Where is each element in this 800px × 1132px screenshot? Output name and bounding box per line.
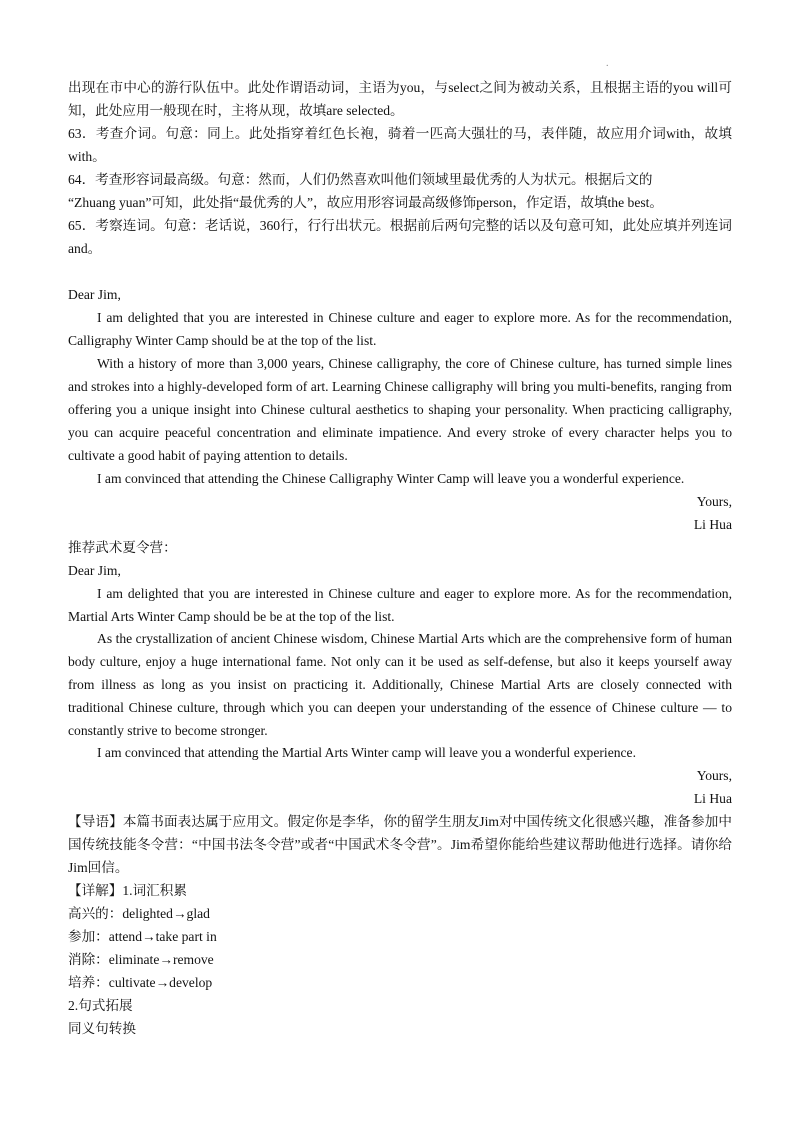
- letter2-paragraph-1: I am delighted that you are interested in Chinese culture and eager to explore more. As for the recommendation, Martial Arts Winter Camp should be be at the top of the list.: [68, 586, 732, 624]
- letter2-closing: Yours,: [696, 768, 732, 783]
- analysis-64-line1: 64．考查形容词最高级。句意：然而，人们仍然喜欢叫他们领域里最优秀的人为状元。根据后文的: [68, 172, 653, 187]
- vocab-item: 高兴的：delighted→glad: [68, 906, 210, 921]
- letter1-greeting: Dear Jim,: [68, 287, 121, 302]
- guide-paragraph: 【导语】本篇书面表达属于应用文。假定你是李华，你的留学生朋友Jim对中国传统文化很感兴趣，准备参加中国传统技能冬令营：“中国书法冬令营”或者“中国武术冬令营”。Jim希望你能给些建议帮助他进行选择。请你给Jim回信。: [68, 814, 732, 875]
- letter2-paragraph-2: As the crystallization of ancient Chinese wisdom, Chinese Martial Arts which are the comprehensive form of human body culture, enjoy a huge international fame. Not only can it be used as self-defense, but also it keeps yourself away from illness as long as you insist on practicing it. Additionally, Chinese Martial Arts are closely connected with traditional Chinese culture, through which you can deepen your understanding of the essence of Chinese culture — to constantly strive to become stronger.: [68, 631, 732, 738]
- header-dot: .: [606, 58, 609, 69]
- letter1-paragraph-3: I am convinced that attending the Chinese Calligraphy Winter Camp will leave you a wonderful experience.: [97, 471, 685, 486]
- section-2-heading: 2.句式拓展: [68, 998, 133, 1013]
- vocab-item: 参加：attend→take part in: [68, 929, 217, 944]
- analysis-65: 65．考察连词。句意：老话说，360行，行行出状元。根据前后两句完整的话以及句意可知，此处应填并列连词and。: [68, 218, 732, 256]
- letter1-paragraph-1: I am delighted that you are interested in Chinese culture and eager to explore more. As for the recommendation, Calligraphy Winter Camp should be at the top of the list.: [68, 310, 732, 348]
- letter2-paragraph-3: I am convinced that attending the Martial Arts Winter camp will leave you a wonderful experience.: [97, 745, 636, 760]
- letter1-closing: Yours,: [696, 494, 732, 509]
- analysis-62-continuation: 出现在市中心的游行队伍中。此处作谓语动词，主语为you，与select之间为被动关系，且根据主语的you will可知，此处应用一般现在时，主将从现，故填are selected。: [68, 80, 732, 118]
- details-heading: 【详解】1.词汇积累: [68, 883, 187, 898]
- vocab-item: 培养：cultivate→develop: [68, 975, 213, 990]
- letter2-greeting: Dear Jim,: [68, 563, 121, 578]
- letter1-signature: Li Hua: [693, 517, 732, 532]
- analysis-63: 63．考查介词。句意：同上。此处指穿着红色长袍，骑着一匹高大强壮的马，表伴随，故应用介词with，故填with。: [68, 126, 732, 164]
- vocab-item: 消除：eliminate→remove: [68, 952, 214, 967]
- letter2-signature: Li Hua: [693, 791, 732, 806]
- analysis-64-line2: “Zhuang yuan”可知，此处指“最优秀的人”，故应用形容词最高级修饰person，作定语，故填the best。: [68, 195, 664, 210]
- section-2-subheading: 同义句转换: [68, 1021, 136, 1036]
- letter1-paragraph-2: With a history of more than 3,000 years, Chinese calligraphy, the core of Chinese culture, has turned simple lines and strokes into a highly-developed form of art. Learning Chinese calligraphy will bring you multi-benefits, ranging from offering you a unique insight into Chinese cultural aesthetics to shaping your personality. When practicing calligraphy, you can acquire peaceful concentration and eliminate impatience. And every stroke of every character helps you to cultivate a good habit of paying attention to details.: [68, 356, 732, 463]
- letter2-heading: 推荐武术夏令营：: [68, 540, 177, 555]
- document-page: [68, 0, 732, 1132]
